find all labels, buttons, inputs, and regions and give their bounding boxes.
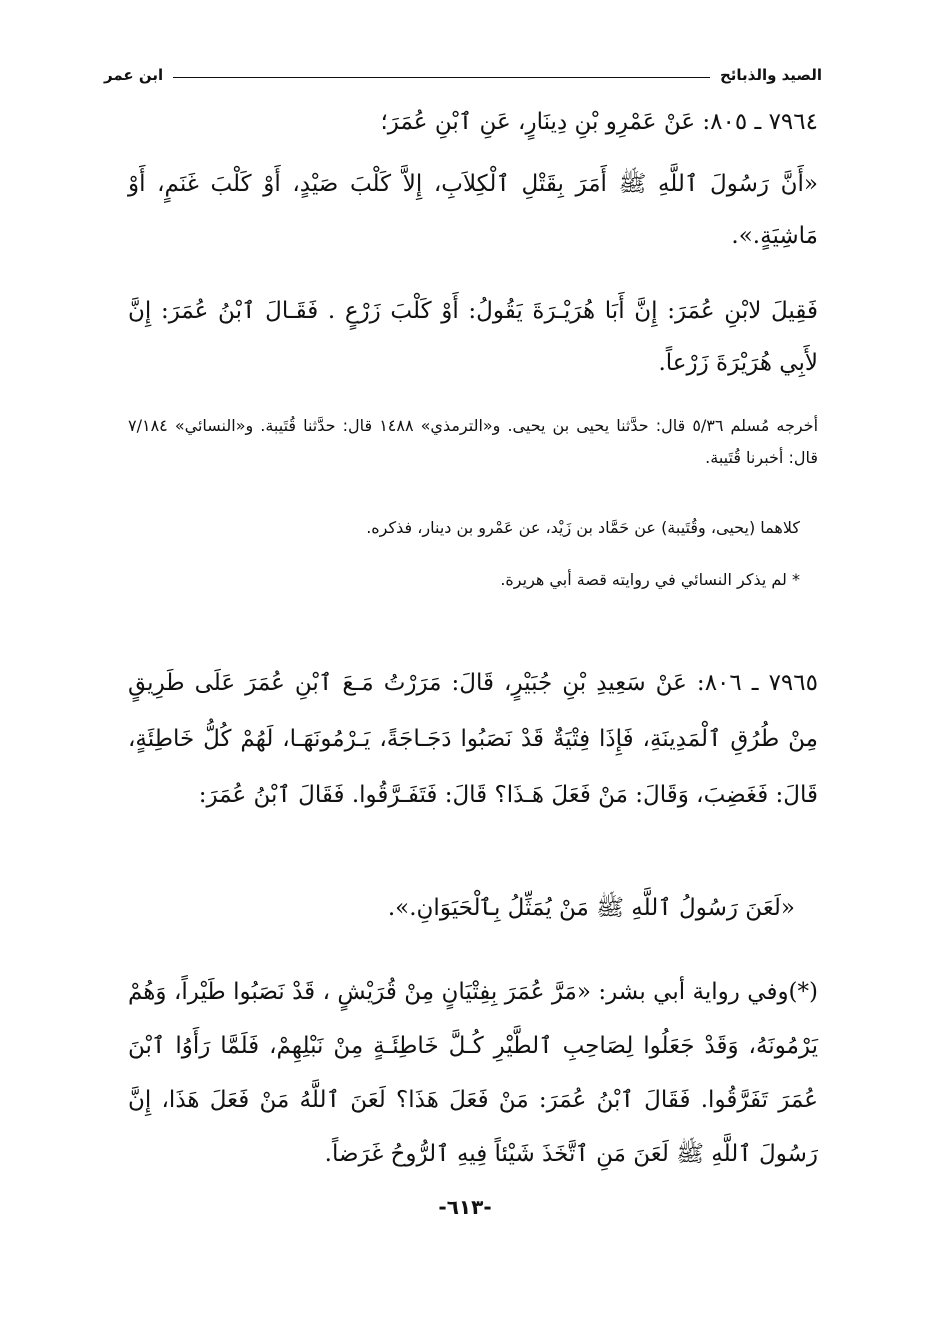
takhrij-common-chain: كلاهما (يحيى، وقُتَيبة) عن حَمَّاد بن زَيْد، عن عَمْرو بن دينار، فذكره. <box>366 518 800 537</box>
takhrij-remark: * لم يذكر النسائي في روايته قصة أبي هريرة. <box>500 570 800 589</box>
page-number: -٦١٣- <box>438 1195 492 1219</box>
header-rule <box>173 77 710 78</box>
running-header <box>104 62 822 88</box>
hadith-7964-addendum: فَقِيلَ لابْنِ عُمَرَ: إِنَّ أَبَا هُرَيْـرَةَ يَقُولُ: أَوْ كَلْبَ زَرْعٍ . فَقَـالَ ٱبْنُ عُمَرَ: إِنَّ لأَبِي هُرَيْرَةَ زَرْعاً. <box>128 298 818 376</box>
hadith-7965-text: ٧٩٦٥ ـ ٨٠٦: عَنْ سَعِيدِ بْنِ جُبَيْرٍ، قَالَ: مَرَرْتُ مَـعَ ٱبْنِ عُمَرَ عَلَى طَرِيقٍ مِنْ طُرُقِ ٱلْمَدِينَةِ، فَإِذَا فِتْيَةٌ قَدْ نَصَبُوا دَجَـاجَةً، يَـرْمُونَهَـا، لَهُمْ كُلُّ خَاطِئَةٍ، قَالَ: فَغَضِبَ، وَقَالَ: مَنْ فَعَلَ هَـذَا؟ قَالَ: فَتَفَـرَّقُوا. فَقَالَ ٱبْنُ عُمَرَ: <box>128 670 818 808</box>
chapter-title: الصيد والذبائح <box>719 66 822 84</box>
hadith-7965-variant: (*)وفي رواية أبي بشر: «مَرَّ عُمَرَ بِفِتْيَانٍ مِنْ قُرَيْشٍ ، قَدْ نَصَبُوا طَيْراً، وَهُمْ يَرْمُونَهُ، وَقَدْ جَعَلُوا لِصَاحِبِ ٱلطَّيْرِ كُـلَّ خَاطِئَـةٍ مِنْ نَبْلِهِمْ، فَلَمَّا رَأَوُا ٱبْنَ عُمَرَ تَفَرَّقُوا. فَقَالَ ٱبْنُ عُمَرَ: مَنْ فَعَلَ هَذَا؟ لَعَنَ ٱللَّهُ مَنْ فَعَلَ هَذَا، إِنَّ رَسُولَ ٱللَّهِ ﷺ لَعَنَ مَنِ ٱتَّخَذَ شَيْئاً فِيهِ ٱلرُّوحُ غَرَضاً. <box>128 979 818 1167</box>
narrator-title: ابن عمر <box>104 66 164 84</box>
hadith-7964-isnad: ٧٩٦٤ ـ ٨٠٥: عَنْ عَمْرِو بْنِ دِينَارٍ، عَنِ ٱبْنِ عُمَرَ؛ <box>380 109 818 135</box>
hadith-7964-matn: «أَنَّ رَسُولَ ٱللَّهِ ﷺ أَمَرَ بِقَتْلِ ٱلْكِلاَبِ، إِلاَّ كَلْبَ صَيْدٍ، أَوْ كَلْبَ غَنَمٍ، أَوْ مَاشِيَةٍ.». <box>128 171 818 249</box>
takhrij-sources: أخرجه مُسلم ٥/٣٦ قال: حدَّثنا يحيى بن يحيى. و«الترمذي» ١٤٨٨ قال: حدَّثنا قُتَيبة. و«النسائي» ٧/١٨٤ قال: أخبرنا قُتَيبة. <box>128 416 819 467</box>
hadith-7965-matn: «لَعَنَ رَسُولُ ٱللَّهِ ﷺ مَنْ يُمَثِّلُ بِٱلْحَيَوَانِ.». <box>387 895 795 921</box>
